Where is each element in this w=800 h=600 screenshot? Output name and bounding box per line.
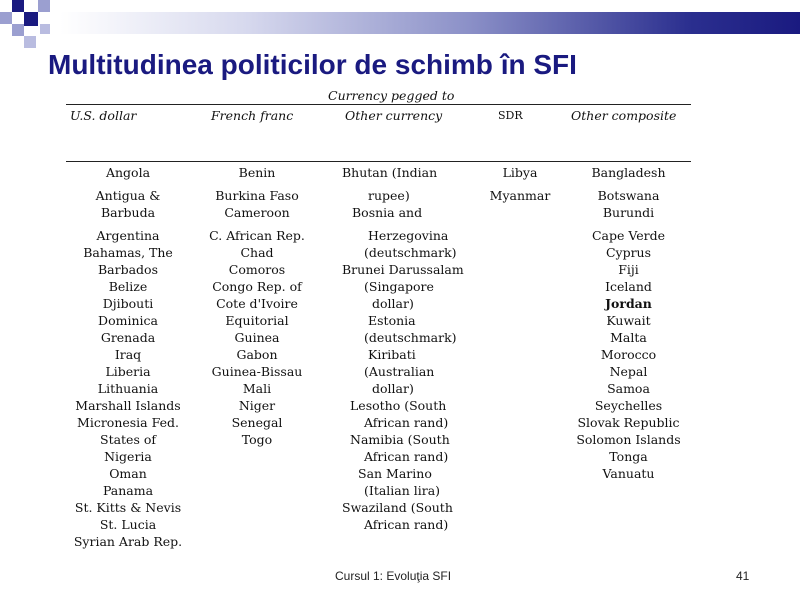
table-super-header: Currency pegged to xyxy=(328,88,455,103)
table-cell: Lithuania xyxy=(97,381,159,396)
header-gradient-bar xyxy=(60,12,800,34)
table-cell: (Australian xyxy=(364,364,435,379)
table-cell: Micronesia Fed. xyxy=(77,415,179,430)
table-cell: Herzegovina xyxy=(368,228,449,243)
table-cell: Cameroon xyxy=(224,205,290,220)
table-cell: dollar) xyxy=(372,381,414,396)
table-cell: Gabon xyxy=(236,347,278,362)
table-cell: St. Kitts & Nevis xyxy=(74,500,182,515)
table-cell: Malta xyxy=(610,330,647,345)
header-other-composite: Other composite xyxy=(571,108,677,123)
table-cell: Vanuatu xyxy=(602,466,655,481)
currency-peg-table xyxy=(66,84,691,554)
table-cell: Slovak Republic xyxy=(577,415,680,430)
table-cell: (Italian lira) xyxy=(364,483,441,498)
table-cell: Iraq xyxy=(114,347,142,362)
table-cell: Benin xyxy=(238,165,276,180)
table-cell: African rand) xyxy=(364,517,449,532)
table-cell: Panama xyxy=(102,483,154,498)
table-cell: Bahamas, The xyxy=(83,245,173,260)
table-cell: Congo Rep. of xyxy=(212,279,302,294)
table-cell: dollar) xyxy=(372,296,414,311)
table-cell: Guinea xyxy=(234,330,280,345)
top-rule xyxy=(66,104,691,105)
table-cell: Nigeria xyxy=(104,449,152,464)
table-cell: African rand) xyxy=(364,449,449,464)
table-cell: Angola xyxy=(105,165,151,180)
table-cell: Belize xyxy=(108,279,148,294)
table-cell: Togo xyxy=(241,432,273,447)
table-cell: Chad xyxy=(240,245,274,260)
table-cell: Estonia xyxy=(368,313,416,328)
table-cell: Bhutan (Indian xyxy=(342,165,438,180)
table-cell: Syrian Arab Rep. xyxy=(73,534,183,549)
decor-square-light-left xyxy=(0,12,12,24)
decor-square-dark-top xyxy=(12,0,24,12)
header-rule xyxy=(66,161,691,162)
table-cell: Senegal xyxy=(231,415,283,430)
table-cell: Kuwait xyxy=(606,313,651,328)
table-cell: Jordan xyxy=(605,296,652,311)
table-cell: Lesotho (South xyxy=(350,398,447,413)
table-cell: Burundi xyxy=(602,205,655,220)
decor-square-light-top xyxy=(38,0,50,12)
table-cell: Bosnia and xyxy=(352,205,423,220)
table-cell: Cyprus xyxy=(605,245,652,260)
table-cell: Myanmar xyxy=(489,188,551,203)
table-cell: (deutschmark) xyxy=(364,330,457,345)
decor-square-light-mid xyxy=(12,24,24,36)
table-cell: Solomon Islands xyxy=(576,432,681,447)
header-french-franc: French franc xyxy=(211,108,294,123)
table-cell: Mali xyxy=(242,381,272,396)
table-cell: Kiribati xyxy=(368,347,416,362)
table-cell: Grenada xyxy=(100,330,156,345)
table-cell: Seychelles xyxy=(594,398,663,413)
table-cell: Barbuda xyxy=(100,205,156,220)
decor-square-light-right xyxy=(40,24,50,34)
table-cell: Burkina Faso xyxy=(215,188,299,203)
page-number: 41 xyxy=(736,569,750,583)
table-cell: Samoa xyxy=(607,381,650,396)
slide-title: Multitudinea politicilor de schimb în SFI xyxy=(48,49,577,80)
table-cell: African rand) xyxy=(364,415,449,430)
table-cell: Tonga xyxy=(609,449,648,464)
table-cell: Argentina xyxy=(96,228,160,243)
table-cell: Djibouti xyxy=(102,296,154,311)
table-cell: St. Lucia xyxy=(99,517,157,532)
table-cell: (deutschmark) xyxy=(364,245,457,260)
table-cell: Iceland xyxy=(605,279,652,294)
table-cell: Niger xyxy=(238,398,276,413)
header-decoration xyxy=(0,0,800,48)
decor-square-light-bottom xyxy=(24,36,36,48)
table-cell: Bangladesh xyxy=(591,165,666,180)
table-cell: (Singapore xyxy=(364,279,434,294)
table-cell: Barbados xyxy=(97,262,158,277)
table-cell: Libya xyxy=(502,165,538,180)
header-us-dollar: U.S. dollar xyxy=(70,108,137,123)
table-cell: Nepal xyxy=(609,364,648,379)
table-cell: Comoros xyxy=(228,262,286,277)
table-cell: States of xyxy=(100,432,156,447)
table-cell: Cape Verde xyxy=(591,228,666,243)
table-cell: Namibia (South xyxy=(350,432,450,447)
table-cell: Guinea-Bissau xyxy=(211,364,303,379)
table-cell: Equitorial xyxy=(225,313,289,328)
table-cell: Cote d'Ivoire xyxy=(216,296,298,311)
header-other-currency: Other currency xyxy=(345,108,443,123)
table-cell: C. African Rep. xyxy=(209,228,305,243)
table-cell: Antigua & xyxy=(95,188,161,203)
table-cell: Botswana xyxy=(597,188,660,203)
decor-square-dark-center xyxy=(24,12,38,26)
table-cell: Marshall Islands xyxy=(75,398,181,413)
table-cell: Brunei Darussalam xyxy=(342,262,464,277)
table-cell: Oman xyxy=(109,466,147,481)
slide-footer: Cursul 1: Evoluţia SFI xyxy=(335,569,452,583)
table-cell: San Marino xyxy=(358,466,432,481)
table-cell: Morocco xyxy=(600,347,657,362)
table-cell: rupee) xyxy=(368,188,410,203)
table-cell: Dominica xyxy=(98,313,158,328)
header-sdr: SDR xyxy=(498,109,523,122)
table-cell: Swaziland (South xyxy=(342,500,453,515)
table-cell: Fiji xyxy=(618,262,639,277)
table-cell: Liberia xyxy=(105,364,151,379)
